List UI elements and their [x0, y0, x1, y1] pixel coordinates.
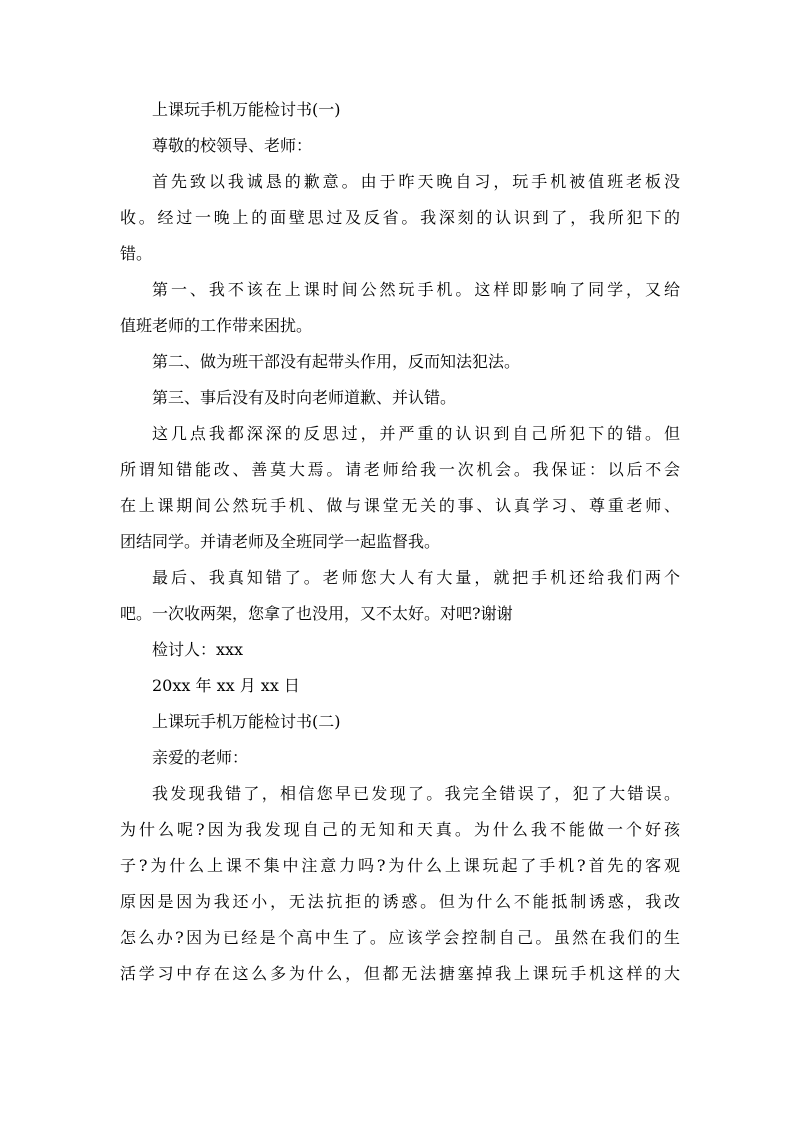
paragraph-line: 子?为什么上课不集中注意力吗?为什么上课玩起了手机?首先的客观 — [120, 856, 680, 875]
paragraph-line: 值班老师的工作带来困扰。 — [120, 316, 313, 335]
salutation-1: 尊敬的校领导、老师： — [152, 136, 313, 155]
doc-title-2: 上课玩手机万能检讨书(二) — [152, 712, 341, 731]
salutation-2: 亲爱的老师： — [152, 748, 249, 767]
paragraph-line: 活学习中存在这么多为什么，但都无法搪塞掉我上课玩手机这样的大 — [120, 964, 680, 983]
paragraph-line: 首先致以我诚恳的歉意。由于昨天晚自习，玩手机被值班老板没 — [152, 172, 680, 191]
paragraph-line: 为什么呢?因为我发现自己的无知和天真。为什么我不能做一个好孩 — [120, 820, 680, 839]
doc-title-1: 上课玩手机万能检讨书(一) — [152, 100, 341, 119]
document-page — [120, 92, 680, 992]
paragraph-line: 怎么办?因为已经是个高中生了。应该学会控制自己。虽然在我们的生 — [120, 928, 680, 947]
paragraph-line: 收。经过一晚上的面壁思过及反省。我深刻的认识到了，我所犯下的 — [120, 208, 680, 227]
paragraph-line: 第三、事后没有及时向老师道歉、并认错。 — [152, 388, 457, 407]
paragraph-line: 团结同学。并请老师及全班同学一起监督我。 — [120, 532, 441, 551]
paragraph-line: 吧。一次收两架，您拿了也没用，又不太好。对吧?谢谢 — [120, 604, 513, 623]
date-1: 20xx 年 xx 月 xx 日 — [152, 676, 300, 695]
paragraph-line: 第一、我不该在上课时间公然玩手机。这样即影响了同学，又给 — [152, 280, 680, 299]
paragraph-line: 错。 — [120, 244, 153, 263]
paragraph-line: 我发现我错了，相信您早已发现了。我完全错误了，犯了大错误。 — [152, 784, 680, 803]
paragraph-line: 在上课期间公然玩手机、做与课堂无关的事、认真学习、尊重老师、 — [120, 496, 680, 515]
paragraph-line: 原因是因为我还小，无法抗拒的诱惑。但为什么不能抵制诱惑，我改 — [120, 892, 680, 911]
paragraph-line: 这几点我都深深的反思过，并严重的认识到自己所犯下的错。但 — [152, 424, 680, 443]
paragraph-line: 所谓知错能改、善莫大焉。请老师给我一次机会。我保证：以后不会 — [120, 460, 680, 479]
signer-1: 检讨人：xxx — [152, 640, 244, 659]
paragraph-line: 第二、做为班干部没有起带头作用，反而知法犯法。 — [152, 352, 521, 371]
paragraph-line: 最后、我真知错了。老师您大人有大量，就把手机还给我们两个 — [152, 568, 680, 587]
